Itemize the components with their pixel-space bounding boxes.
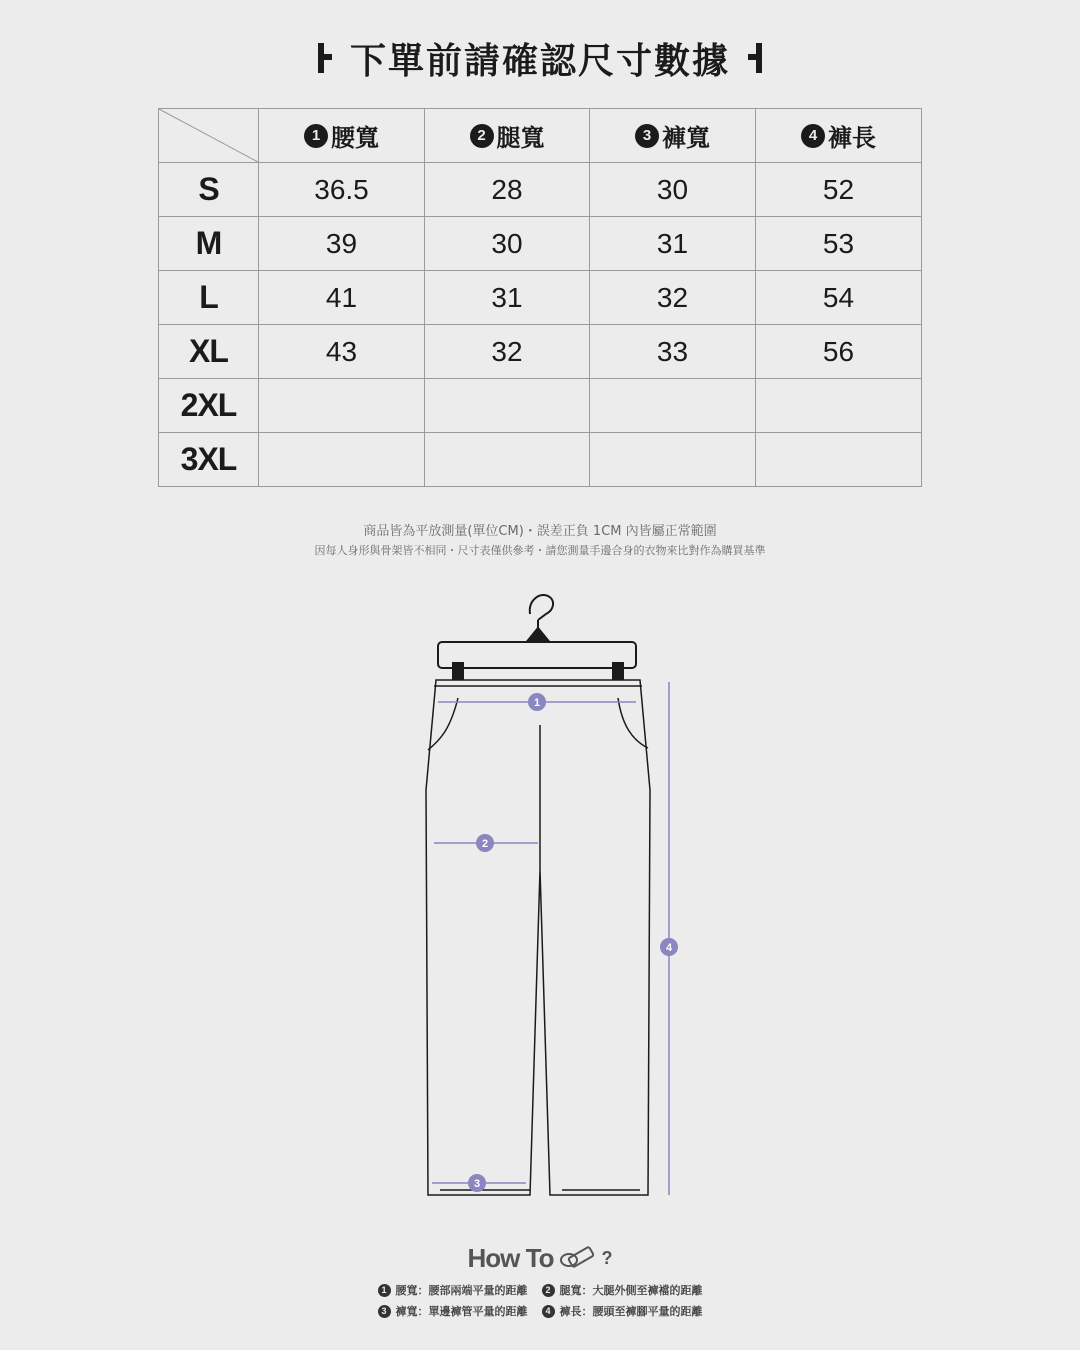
- corner-cell: [159, 109, 259, 163]
- size-label: 3XL: [159, 433, 259, 487]
- table-cell: 30: [590, 163, 756, 217]
- column-header-length: [756, 109, 922, 163]
- legend-text: 褲長：腰頭至褲腳平量的距離: [559, 1305, 703, 1318]
- column-header-thigh: [425, 109, 590, 163]
- hanger-icon: [438, 595, 636, 688]
- column-header-label: 腿寬: [496, 124, 545, 152]
- table-cell: 52: [756, 163, 922, 217]
- table-cell: 53: [756, 217, 922, 271]
- table-row: [159, 325, 922, 379]
- table-cell: 33: [590, 325, 756, 379]
- number-badge: 1: [304, 124, 328, 148]
- marker-label: 3: [473, 1178, 481, 1190]
- table-cell: [259, 433, 425, 487]
- table-cell: 43: [259, 325, 425, 379]
- left-bracket-icon: [316, 41, 336, 75]
- legend-text: 褲寬：單邊褲管平量的距離: [395, 1305, 528, 1318]
- table-row: [159, 379, 922, 433]
- legend-item: [542, 1303, 703, 1319]
- table-cell: 31: [425, 271, 590, 325]
- marker-4: [660, 938, 678, 956]
- table-cell: [425, 379, 590, 433]
- table-cell: [590, 433, 756, 487]
- table-cell: 31: [590, 217, 756, 271]
- marker-label: 2: [481, 838, 489, 850]
- table-cell: 39: [259, 217, 425, 271]
- size-label: 2XL: [159, 379, 259, 433]
- legend-item: [378, 1282, 528, 1298]
- how-to-text: How To: [467, 1242, 554, 1273]
- reference-note: 因每人身形與骨架皆不相同・尺寸表僅供參考・請您測量手邊合身的衣物來比對作為購買基準: [314, 544, 766, 557]
- legend-number: 4: [542, 1305, 555, 1318]
- marker-1: [528, 693, 546, 711]
- table-cell: [259, 379, 425, 433]
- legend-number: 2: [542, 1284, 555, 1297]
- ruler-pencil-icon: [559, 1244, 595, 1272]
- column-header-label: 褲長: [828, 124, 876, 152]
- table-row: [159, 217, 922, 271]
- how-to-heading: [0, 1238, 1080, 1278]
- table-row: [159, 271, 922, 325]
- legend-number: 1: [378, 1284, 391, 1297]
- measurement-legend: [0, 1282, 1080, 1319]
- number-badge: 4: [801, 124, 825, 148]
- size-label: M: [159, 217, 259, 271]
- table-cell: [756, 379, 922, 433]
- marker-3: [468, 1174, 486, 1192]
- number-badge: 3: [635, 124, 659, 148]
- legend-item: [378, 1303, 528, 1319]
- size-label: L: [159, 271, 259, 325]
- column-header-label: 褲寬: [662, 124, 710, 152]
- table-cell: 30: [425, 217, 590, 271]
- table-cell: [756, 433, 922, 487]
- table-cell: 36.5: [259, 163, 425, 217]
- measurement-note: 商品皆為平放測量(單位CM)・誤差正負 1CM 內皆屬正常範圍: [363, 524, 717, 539]
- title-row: [0, 30, 1080, 86]
- pants-measurement-diagram: [420, 590, 700, 1205]
- legend-item: [542, 1282, 703, 1298]
- column-header-waist: [259, 109, 425, 163]
- table-header-row: [159, 109, 922, 163]
- legend-number: 3: [378, 1305, 391, 1318]
- table-row: [159, 163, 922, 217]
- column-header-label: 腰寬: [331, 124, 379, 152]
- marker-2: [476, 834, 494, 852]
- column-header-hem: [590, 109, 756, 163]
- size-label: S: [159, 163, 259, 217]
- pants-outline-icon: [426, 680, 650, 1195]
- right-bracket-icon: [744, 41, 764, 75]
- table-cell: [425, 433, 590, 487]
- size-label: XL: [159, 325, 259, 379]
- page-title: 下單前請確認尺寸數據: [349, 40, 730, 82]
- table-cell: 32: [590, 271, 756, 325]
- table-cell: 41: [259, 271, 425, 325]
- legend-text: 腿寬：大腿外側至褲襠的距離: [559, 1284, 703, 1297]
- legend-text: 腰寬：腰部兩端平量的距離: [395, 1284, 528, 1297]
- table-cell: 32: [425, 325, 590, 379]
- table-cell: 28: [425, 163, 590, 217]
- table-cell: 54: [756, 271, 922, 325]
- size-chart-table: [158, 108, 922, 487]
- table-row: [159, 433, 922, 487]
- number-badge: 2: [470, 124, 494, 148]
- how-to-question-mark: ?: [601, 1247, 613, 1268]
- marker-label: 1: [533, 697, 541, 709]
- diagonal-divider-icon: [159, 109, 258, 162]
- table-cell: [590, 379, 756, 433]
- marker-label: 4: [665, 942, 673, 954]
- table-cell: 56: [756, 325, 922, 379]
